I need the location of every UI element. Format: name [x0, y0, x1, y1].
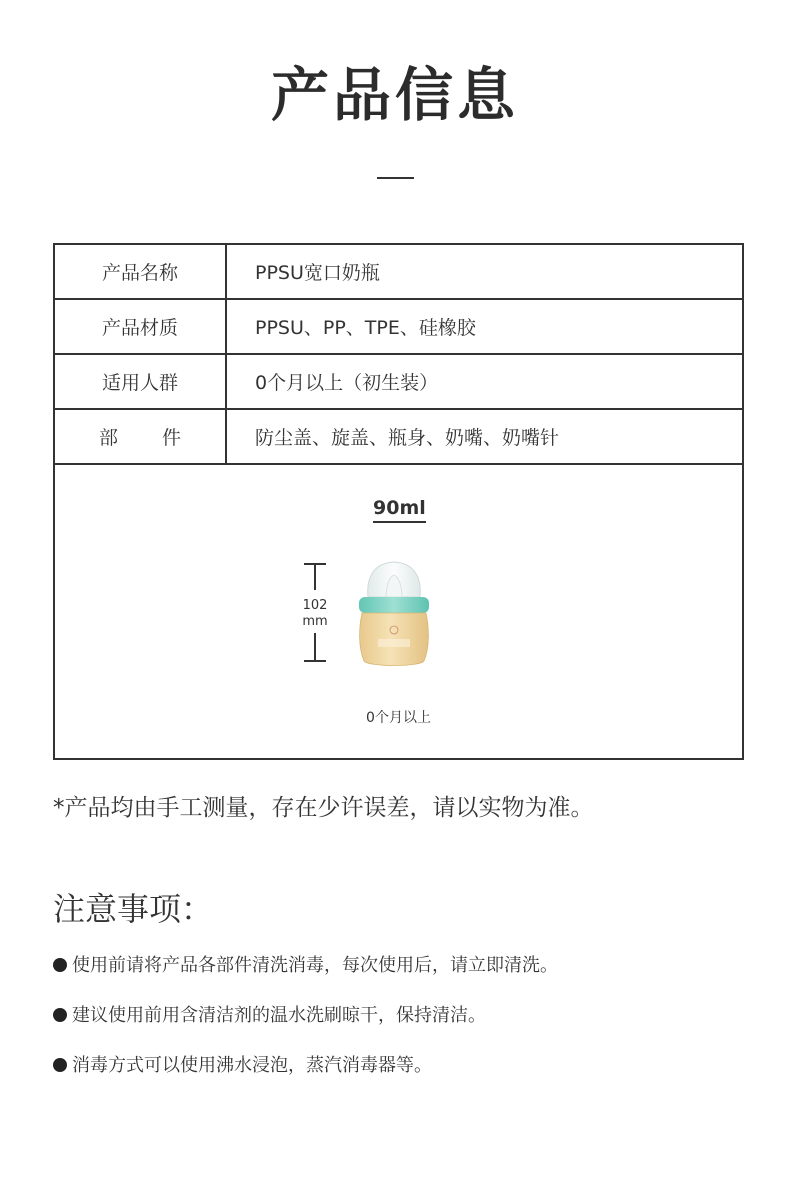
dimension-bottom-cap [304, 660, 326, 662]
row-label-parts-text: 部件 [99, 427, 226, 449]
height-value: 102 [302, 598, 328, 613]
baby-bottle-image [356, 557, 432, 669]
page-title: 产品信息 [270, 61, 519, 129]
title-divider [377, 177, 414, 179]
capacity-label: 90ml [373, 496, 426, 523]
row-label-product-name: 产品名称 [55, 245, 226, 299]
table-row [55, 409, 742, 464]
row-value-parts: 防尘盖、旋盖、瓶身、奶嘴、奶嘴针 [226, 409, 742, 464]
row-label-audience: 适用人群 [55, 354, 226, 409]
measurement-note: *产品均由手工测量，存在少许误差，请以实物为准。 [53, 795, 594, 821]
row-label-material: 产品材质 [55, 299, 226, 354]
row-value-audience: 0个月以上（初生装） [226, 354, 742, 409]
notice-item-text: 建议使用前用含清洁剂的温水洗刷晾干，保持清洁。 [72, 1005, 486, 1026]
bullet-icon [53, 1008, 67, 1022]
table-row [55, 354, 742, 409]
bottle-cap-ring [359, 597, 429, 613]
row-value-product-name: PPSU宽口奶瓶 [226, 245, 742, 299]
row-value-material: PPSU、PP、TPE、硅橡胶 [226, 299, 742, 354]
table-row [55, 245, 742, 299]
product-info-table [55, 245, 742, 465]
dimension-line-lower [314, 633, 316, 661]
table-row [55, 299, 742, 354]
bottle-label-band [378, 639, 410, 647]
row-label-parts [55, 409, 226, 464]
notice-item [53, 953, 558, 979]
bullet-icon [53, 958, 67, 972]
notice-item [53, 1003, 486, 1029]
age-caption: 0个月以上 [366, 710, 431, 726]
bullet-icon [53, 1058, 67, 1072]
notice-item-text: 消毒方式可以使用沸水浸泡，蒸汽消毒器等。 [72, 1055, 432, 1076]
height-unit: mm [302, 614, 328, 629]
notice-title: 注意事项： [53, 890, 214, 928]
notice-item [53, 1053, 432, 1079]
product-info-panel [53, 243, 744, 760]
dimension-line-upper [314, 564, 316, 590]
notice-item-text: 使用前请将产品各部件清洗消毒，每次使用后，请立即清洗。 [72, 955, 558, 976]
